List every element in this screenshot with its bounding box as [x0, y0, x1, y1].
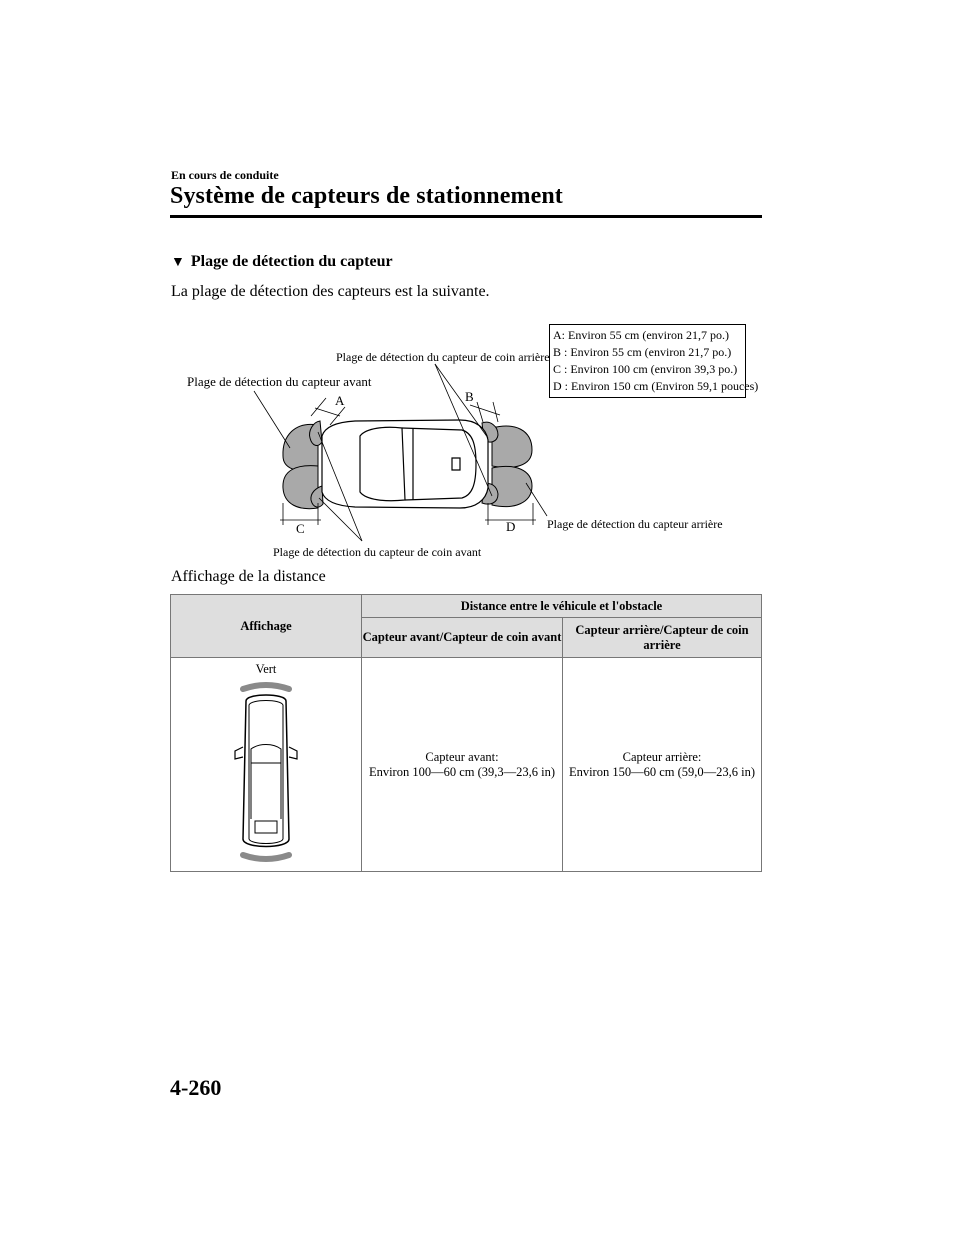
- chapter-label: En cours de conduite: [171, 168, 279, 182]
- color-label: Vert: [255, 662, 277, 676]
- header-display: Affichage: [171, 595, 362, 658]
- intro-text: La plage de détection des capteurs est la suivante.: [171, 283, 490, 300]
- front-sensor-cell: [362, 658, 563, 872]
- page-number: 4-260: [170, 1075, 222, 1100]
- rear-sensor-cell: [563, 658, 762, 872]
- rear-sensor-label: Capteur arrière:: [622, 749, 702, 764]
- distance-display-label: Affichage de la distance: [171, 568, 326, 585]
- header-front-sensor: Capteur avant/Capteur de coin avant: [362, 618, 563, 658]
- triangle-down-icon: ▼: [171, 255, 185, 270]
- table-row: [171, 658, 762, 872]
- rear-right-zone: [492, 466, 532, 506]
- legend-item-a: A: Environ 55 cm (environ 21,7 po.): [553, 328, 729, 342]
- header-rear-sensor: Capteur arrière/Capteur de coin arrière: [563, 618, 762, 658]
- leader-rear: [526, 483, 547, 516]
- header-distance: Distance entre le véhicule et l'obstacle: [362, 595, 762, 618]
- dimension-legend: [549, 324, 759, 398]
- label-rear-range: Plage de détection du capteur arrière: [547, 517, 723, 531]
- page-title: Système de capteurs de stationnement: [170, 183, 563, 209]
- car-top-view: [322, 420, 488, 508]
- rear-sensor-range: Environ 150―60 cm (59,0―23,6 in): [568, 764, 756, 779]
- distance-table: [170, 594, 762, 872]
- title-rule: [170, 215, 762, 218]
- label-front-range: Plage de détection du capteur avant: [187, 374, 372, 389]
- label-front-corner-range: Plage de détection du capteur de coin avant: [273, 545, 482, 559]
- car-display-icon: [221, 679, 311, 865]
- front-sensor-label: Capteur avant:: [425, 749, 499, 764]
- legend-item-b: B : Environ 55 cm (environ 21,7 po.): [553, 345, 732, 359]
- display-cell: [171, 658, 362, 872]
- leader-front: [254, 391, 290, 448]
- letter-a: A: [335, 393, 345, 408]
- letter-b: B: [465, 389, 474, 404]
- letter-c: C: [296, 521, 305, 536]
- letter-d: D: [506, 519, 516, 534]
- legend-item-d: D : Environ 150 cm (Environ 59,1 pouces): [553, 379, 759, 393]
- legend-item-c: C : Environ 100 cm (environ 39,3 po.): [553, 362, 738, 376]
- front-sensor-range: Environ 100―60 cm (39,3―23,6 in): [368, 764, 556, 779]
- section-heading-text: Plage de détection du capteur: [190, 253, 393, 270]
- section-heading: [171, 253, 393, 271]
- label-rear-corner-range: Plage de détection du capteur de coin arrière: [336, 350, 550, 364]
